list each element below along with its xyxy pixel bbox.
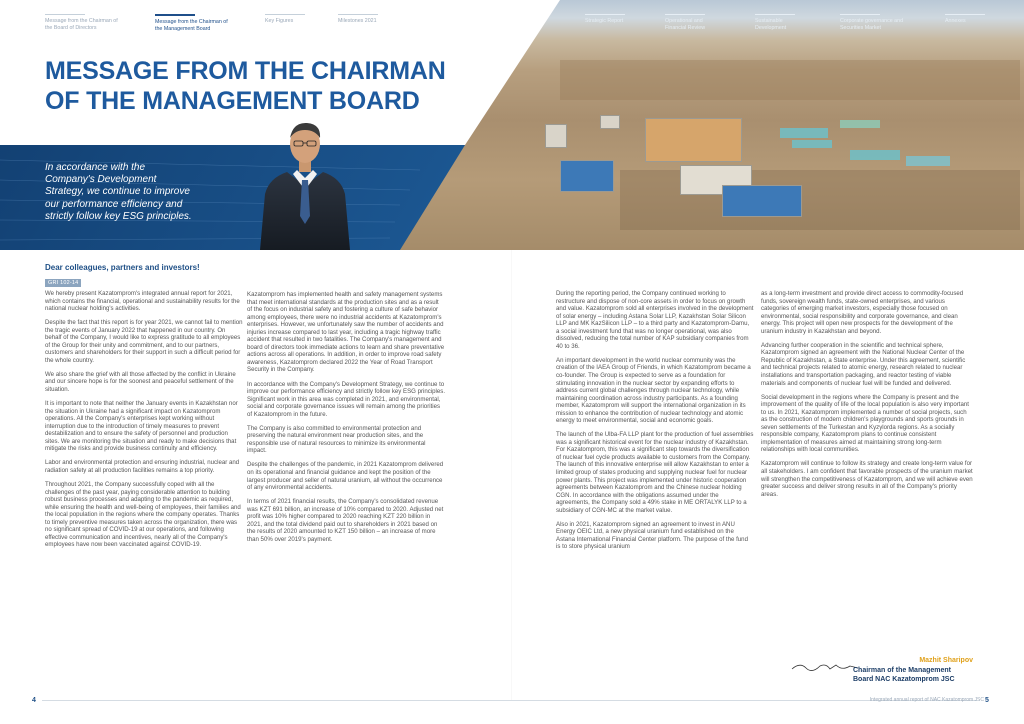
body-paragraph: Kazatomprom will continue to follow its strategy and create long-term value for all stakeholders. I am confident that favorable prospects of the uranium market will strengthen the competitiveness of Kazatomprom, and we will achieve even greater success and deliver strong results in all of the Company's priority areas. bbox=[761, 460, 973, 498]
body-paragraph: Throughout 2021, the Company successfully coped with all the challenges of the past year, paying considerable attention to building robust business processes and adapting to the pandemic as required, while ensuring the health and well-being of employees, their families and the local population in the regions where the company operates. Thanks to timely preventive measures taken across the organization, there was no significant spread of COVID-19 at our operations, and following effective communication and incentives, nearly all of the Company's employees have now been vaccinated against COVID-19. bbox=[45, 480, 241, 549]
body-column-3 bbox=[556, 290, 754, 558]
nav-label: Sustainable Development bbox=[755, 18, 787, 31]
footer-divider bbox=[42, 700, 512, 701]
body-paragraph: Social development in the regions where the Company is present and the improvement of the quality of life of the local population is also very important to us. In 2021, Kazatomprom implemented a number of social projects, such as the construction of modern children's playgrounds and sports grounds in seven settlements of the Turkestan and Kyzylorda regions. As a socially responsible company, Kazatomprom plans to continue consistent implementation of measures aimed at maintaining strong long-term relationships with local communities. bbox=[761, 393, 969, 454]
body-paragraph: The Company is also committed to environmental protection and preserving the natural environment near production sites, and the responsible use of natural resources to minimize its environmental impact. bbox=[247, 424, 426, 455]
nav-item-sustainable-development[interactable] bbox=[755, 14, 805, 31]
nav-label: Operational and Financial Review bbox=[665, 18, 706, 31]
body-paragraph: It is important to note that neither the January events in Kazakhstan nor the situation in Ukraine had a significant impact on Kazatomprom operations. All the Company's enterprises kept working without interruption due to the introduction of timely measures to prevent destabilization and to ensure the safety of personnel and production sites. We are monitoring the situation and ready to make decisions that mitigate the risks and provide business continuity and efficiency. bbox=[45, 400, 238, 453]
body-paragraph: We also share the grief with all those affected by the conflict in Ukraine and our sincere hope is for the soonest and peaceful settlement of the situation. bbox=[45, 370, 236, 394]
nav-item-operational-review[interactable] bbox=[665, 14, 725, 31]
chairman-portrait bbox=[255, 116, 355, 250]
nav-item-key-figures[interactable] bbox=[265, 14, 305, 25]
body-paragraph: Also in 2021, Kazatomprom signed an agreement to invest in ANU Energy OEIC Ltd, a new physical uranium fund established on the Astana International Financial Center platform. The purpose of the fund is to store physical uranium bbox=[556, 520, 748, 551]
body-paragraph: Despite the fact that this report is for year 2021, we cannot fail to mention the tragic events of January 2022 that happened in our country. On behalf of the Company, I would like to express gratitude to all employees of the Group for their unity and commitment, and to our partners, customers and shareholders for their support in such a difficult period for the whole country. bbox=[45, 319, 243, 364]
signatory-name: Mazhit Sharipov bbox=[919, 657, 973, 664]
body-paragraph: as a long-term investment and provide direct access to commodity-focused funds, sovereign wealth funds, state-owned enterprises, and various categories of emerging market investors, especially those focused on environmental, social responsibility and corporate governance, and clean energy. This project will open new prospects for the development of the uranium industry in Kazakhstan and beyond. bbox=[761, 290, 964, 335]
body-paragraph: Despite the challenges of the pandemic, in 2021 Kazatomprom delivered on its operational and financial guidance and kept the position of the largest producer and seller of natural uranium, all without the occurrence of any environmental accidents. bbox=[247, 461, 444, 492]
body-paragraph: Labor and environmental protection and ensuring industrial, nuclear and radiation safety at all production facilities remains a top priority. bbox=[45, 459, 240, 474]
body-column-4 bbox=[761, 290, 973, 505]
signatory-role: Chairman of the Management Board NAC Kazatomprom JSC bbox=[853, 667, 955, 683]
page-number-left: 4 bbox=[32, 697, 36, 704]
body-paragraph: Advancing further cooperation in the scientific and technical sphere, Kazatomprom signed an agreement with the National Nuclear Center of the Republic of Kazakhstan, a State enterprise. Under this agreement, scientific and technical projects related to atomic energy, research related to nuclear installations and transportation packaging, and reactor testing of viable materials and components of nuclear fuel will be funded and delivered. bbox=[761, 341, 966, 387]
section-navigation bbox=[0, 14, 1024, 38]
page-gutter bbox=[511, 250, 512, 700]
nav-item-milestones[interactable] bbox=[338, 14, 378, 25]
body-column-2 bbox=[247, 291, 445, 550]
nav-item-annexes[interactable] bbox=[945, 14, 985, 25]
nav-label: Strategic Report bbox=[585, 18, 624, 24]
nav-item-chairman-board-directors[interactable] bbox=[45, 14, 123, 31]
nav-label: Corporate governance and Securities Market bbox=[840, 18, 904, 31]
nav-label: Milestones 2021 bbox=[338, 18, 377, 24]
nav-item-chairman-management-board[interactable] bbox=[155, 14, 233, 32]
body-column-1 bbox=[45, 290, 243, 555]
body-paragraph: During the reporting period, the Company continued working to restructure and dispose of non-core assets in order to focus on growth and value. Kazatomprom sold all enterprises involved in the development of solar energy – including Astana Solar LLP, Kazakhstan Solar Silicon LLP and MK KazSilicon LLP – to a third party and Kazatomprom-Damu, a social investment fund that was no longer operational, was also dissolved, reducing the total number of KAP subsidiary companies from 40 to 36. bbox=[556, 290, 754, 350]
nav-label: Message from the Chairman of the Board of Directors bbox=[45, 18, 118, 31]
nav-item-corporate-governance[interactable] bbox=[840, 14, 924, 31]
nav-item-strategic-report[interactable] bbox=[585, 14, 625, 25]
handwritten-signature bbox=[790, 660, 860, 674]
body-paragraph: We hereby present Kazatomprom's integrated annual report for 2021, which contains the financial, operational and sustainability results for the national nuclear holding's activities. bbox=[45, 290, 240, 313]
greeting-heading: Dear colleagues, partners and investors! bbox=[45, 263, 200, 272]
body-paragraph: An important development in the world nuclear community was the creation of the IAEA Group of Friends, in which Kazatomprom became a co-founder. The Group is expected to serve as a foundation for stimulating innovation in the nuclear sector by expanding efforts to address current global challenges through nuclear technology, while maintaining coordination across industry participants. As a founding member, Kazatomprom will support the international organization in its mission to enhance the contribution of nuclear technology and atomic energy to meet environmental, social and economic goals. bbox=[556, 356, 751, 425]
nav-label: Key Figures bbox=[265, 18, 294, 24]
footer-report-title: Integrated annual report of NAC Kazatomprom JSC bbox=[869, 697, 984, 703]
nav-label: Message from the Chairman of the Management Board bbox=[155, 19, 228, 32]
body-paragraph: The launch of the Ulba-FA LLP plant for the production of fuel assemblies was a significant historical event for the nuclear industry of Kazakhstan. For Kazatomprom, this was a significant step towards the diversification of nuclear fuel cycle products available to customers from the Company. The launch of this innovative enterprise will allow Kazakhstan to enter a limited group of states producing and supplying nuclear fuel for nuclear power plants. This project was implemented under historic cooperation agreements between Kazatomprom and the Chinese nuclear holding CGN. In accordance with the obligations assumed under the agreements, the Company sold a 49% stake in ME ORTALYK LLP to a subsidiary of CGN-MC at the market value. bbox=[556, 431, 754, 514]
page-title: MESSAGE FROM THE CHAIRMAN OF THE MANAGEMENT BOARD bbox=[45, 57, 446, 115]
signature-block bbox=[780, 655, 973, 695]
body-paragraph: In terms of 2021 financial results, the Company's consolidated revenue was KZT 691 billion, an increase of 10% compared to 2020. Adjusted net profit was 10% higher compared to 2020 reaching KZT 220 billion in 2021, and the total dividend paid out to shareholders in 2021 based on the results of 2020 amounted to KZT 150 billion – an increase of more than 50% over 2019's payment. bbox=[247, 498, 444, 543]
body-paragraph: Kazatomprom has implemented health and safety management systems that meet international standards at the production sites and as a result of the focus on industrial safety and fostering a culture of safe behavior among employees, there were no industrial accidents at Kazatomprom's enterprises. However, we unfortunately saw the number of accidents and injuries increase compared to last year, including a tragic highway traffic accident that resulted in two fatalities. The Company's management and board of directors took immediate actions to learn and share preventative actions across all operations. In addition, in order to improve road safety awareness, Kazatomprom declared 2022 the Year of Road Transport Security in the Company. bbox=[247, 291, 445, 374]
nav-label: Annexes bbox=[945, 18, 966, 24]
page-number-right: 5 bbox=[985, 697, 989, 704]
gri-badge: GRI 102-14 bbox=[45, 279, 81, 287]
pull-quote: In accordance with the Company's Development Strategy, we continue to improve our performance efficiency and strictly follow key ESG principles. bbox=[45, 162, 192, 222]
body-paragraph: In accordance with the Company's Development Strategy, we continue to improve our performance efficiency and strictly follow key ESG principles. Significant work in this area was completed in 2021, and environmental, social and corporate governance issues will remain among the priorities of Kazatomprom in the future. bbox=[247, 380, 446, 418]
